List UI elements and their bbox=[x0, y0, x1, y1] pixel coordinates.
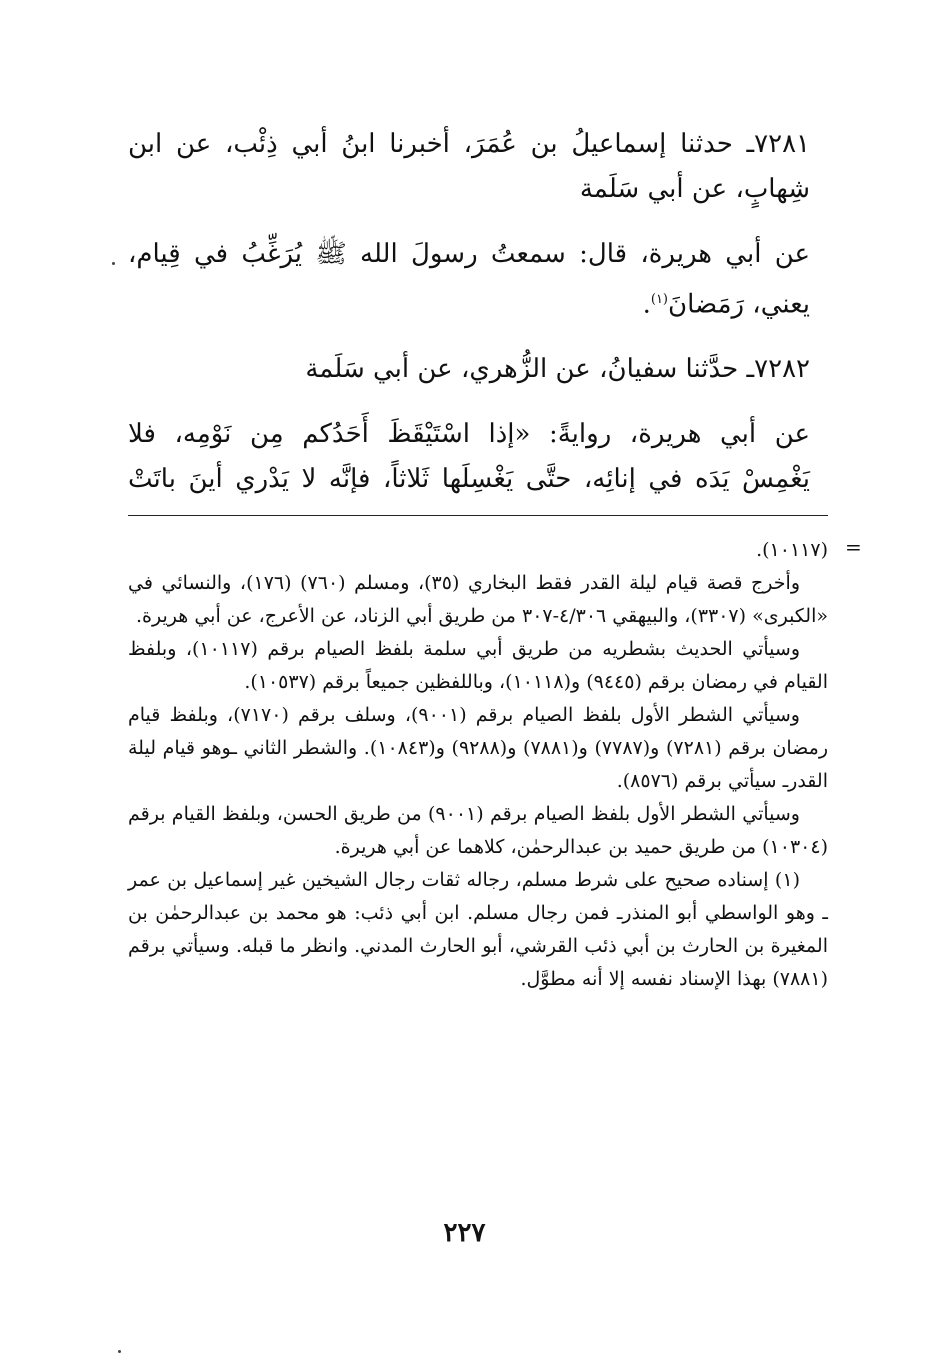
hadith-7282-line-3: يَغْمِسْ يَدَه في إنائِه، حتَّى يَغْسِلَها ثَلاثاً، فإنَّه لا يَدْري أينَ باتَتْ bbox=[128, 464, 810, 494]
hadith-7281-line-4-text: يعني، رَمَضانَ bbox=[668, 289, 810, 320]
continuation-mark: = bbox=[845, 535, 862, 559]
footnotes-section bbox=[128, 534, 828, 996]
hadith-7281-line-3: عن أبي هريرة، قال: سمعتُ رسولَ الله ﷺ يُرَغِّبُ في قِيام، bbox=[128, 239, 810, 269]
footnote-paragraph: وسيأتي الشطر الأول بلفظ الصيام برقم (٩٠٠١) من طريق الحسن، وبلفظ القيام برقم (١٠٣٠٤) من طريق حميد بن عبدالرحمٰن، كلاهما عن أبي هريرة. bbox=[128, 803, 828, 858]
footnote-paragraph: وأخرج قصة قيام ليلة القدر فقط البخاري (٣٥)، ومسلم (٧٦٠) (١٧٦)، والنسائي في «الكبرى» (٣٣٠٧)، والبيهقي ٤/٣٠٦-٣٠٧ من طريق أبي الزناد، عن الأعرج، عن أبي هريرة. bbox=[128, 572, 828, 627]
footnote-paragraph: وسيأتي الحديث بشطريه من طريق أبي سلمة بلفظ الصيام برقم (١٠١١٧)، وبلفظ القيام في رمضان برقم (٩٤٤٥) و(١٠١١٨)، وباللفظين جميعاً برقم (١٠٥٣٧). bbox=[128, 638, 828, 693]
hadith-7282-matn bbox=[128, 412, 810, 502]
hadith-7281-line-2: شِهابٍ، عن أبي سَلَمة bbox=[579, 174, 810, 204]
hadith-7281-line-4-end: . bbox=[642, 289, 651, 320]
page-number: ٢٢٧ bbox=[443, 1218, 486, 1248]
hadith-7281-line-1: ٧٢٨١ـ حدثنا إسماعيلُ بن عُمَرَ، أخبرنا ابنُ أبي ذِئْب، عن ابن bbox=[128, 129, 810, 159]
hadith-7282-line-1: ٧٢٨٢ـ حدَّثنا سفيانُ، عن الزُّهري، عن أبي سَلَمة bbox=[305, 354, 810, 384]
footnote-paragraph: وسيأتي الشطر الأول بلفظ الصيام برقم (٩٠٠١)، وسلف برقم (٧١٧٠)، وبلفظ قيام رمضان برقم (٧٢٨١) و(٧٧٨٧) و(٧٨٨١) و(٩٢٨٨) و(١٠٨٤٣). والشطر الثاني ـوهو قيام ليلة القدرـ سيأتي برقم (٨٥٧٦). bbox=[128, 704, 829, 792]
footnote-1: (١) إسناده صحيح على شرط مسلم، رجاله ثقات رجال الشيخين غير إسماعيل بن عمر ـ وهو الواسطي أبو المنذرـ فمن رجال مسلم. ابن أبي ذئب: هو محمد بن عبدالرحمٰن بن المغيرة بن الحارث بن أبي ذئب القرشي، أبو الحارث المدني. وانظر ما قبله. وسيأتي برقم (٧٨٨١) بهذا الإسناد نفسه إلا أنه مطوَّل. bbox=[128, 869, 828, 990]
footnote-separator bbox=[128, 515, 828, 516]
hadith-7281-line-4 bbox=[128, 277, 810, 328]
hadith-7281-isnad bbox=[128, 122, 810, 212]
footnote-ref-1: (١) bbox=[650, 292, 668, 307]
hadith-7282-isnad bbox=[128, 347, 810, 392]
footnote-continuation: (١٠١١٧). bbox=[756, 539, 828, 561]
hadith-7282-line-2: عن أبي هريرة، روايةً: «إذا اسْتَيْقَظَ أَحَدُكم مِن نَوْمِه، فلا bbox=[128, 419, 810, 449]
scan-speck bbox=[118, 1350, 121, 1353]
hadith-7281-matn bbox=[128, 232, 810, 328]
scan-speck bbox=[112, 262, 115, 265]
